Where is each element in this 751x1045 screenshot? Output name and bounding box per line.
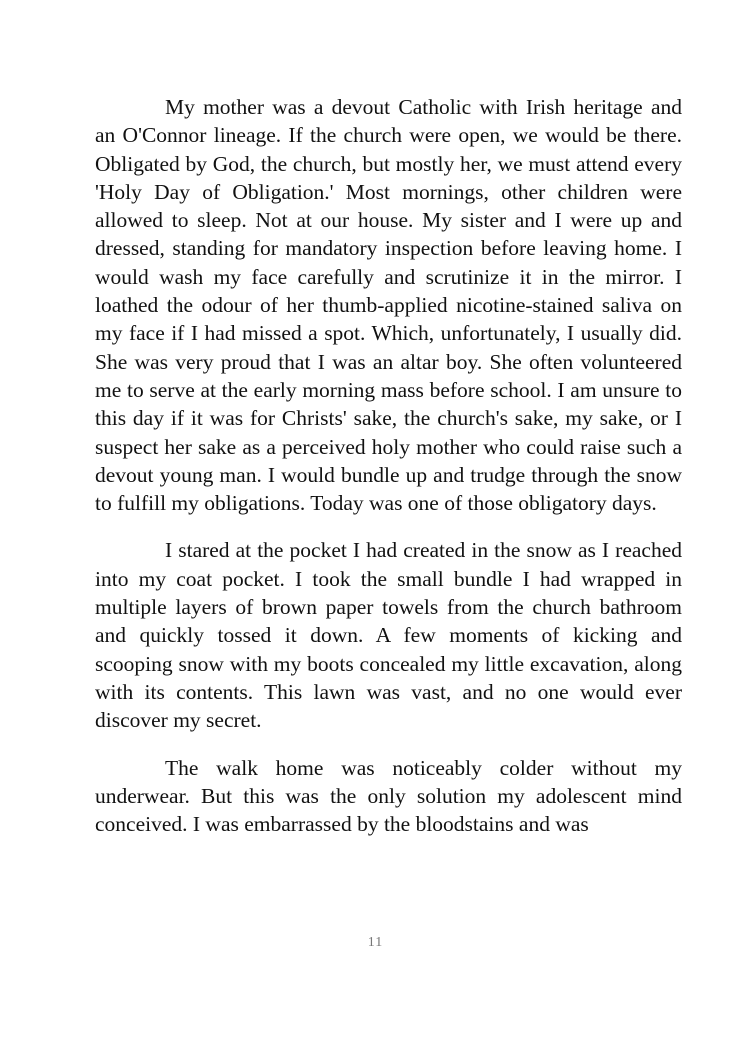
page-number: 11 [367,935,384,950]
paragraph-3: The walk home was noticeably colder without my underwear. But this was the only solution my adolescent mind conceived. I was embarrassed by the bloodstains and was [95,755,682,837]
body-text [95,93,682,857]
paragraph-2: I stared at the pocket I had created in the snow as I reached into my coat pocket. I took the small bundle I had wrapped in multiple layers of brown paper towels from the church bathroom and quickly tossed it down. A few moments of kicking and scooping snow with my boots concealed my little excavation, along with its contents. This lawn was vast, and no one would ever discover my secret. [95,538,682,733]
paragraph-1: My mother was a devout Catholic with Irish heritage and an O'Connor lineage. If the church were open, we would be there. Obligated by God, the church, but mostly her, we must attend every 'Holy Day of Obligation.' Most mornings, other children were allowed to sleep. Not at our house. My sister and I were up and dressed, standing for mandatory inspection before leaving home. I would wash my face carefully and scrutinize it in the mirror. I loathed the odour of her thumb-applied nicotine-stained saliva on my face if I had missed a spot. Which, unfortunately, I usually did. She was very proud that I was an altar boy. She often volunteered me to serve at the early morning mass before school. I am unsure to this day if it was for Christs' sake, the church's sake, my sake, or I suspect her sake as a perceived holy mother who could raise such a devout young man. I would bundle up and trudge through the snow to fulfill my obligations. Today was one of those obligatory days. [95,95,682,516]
